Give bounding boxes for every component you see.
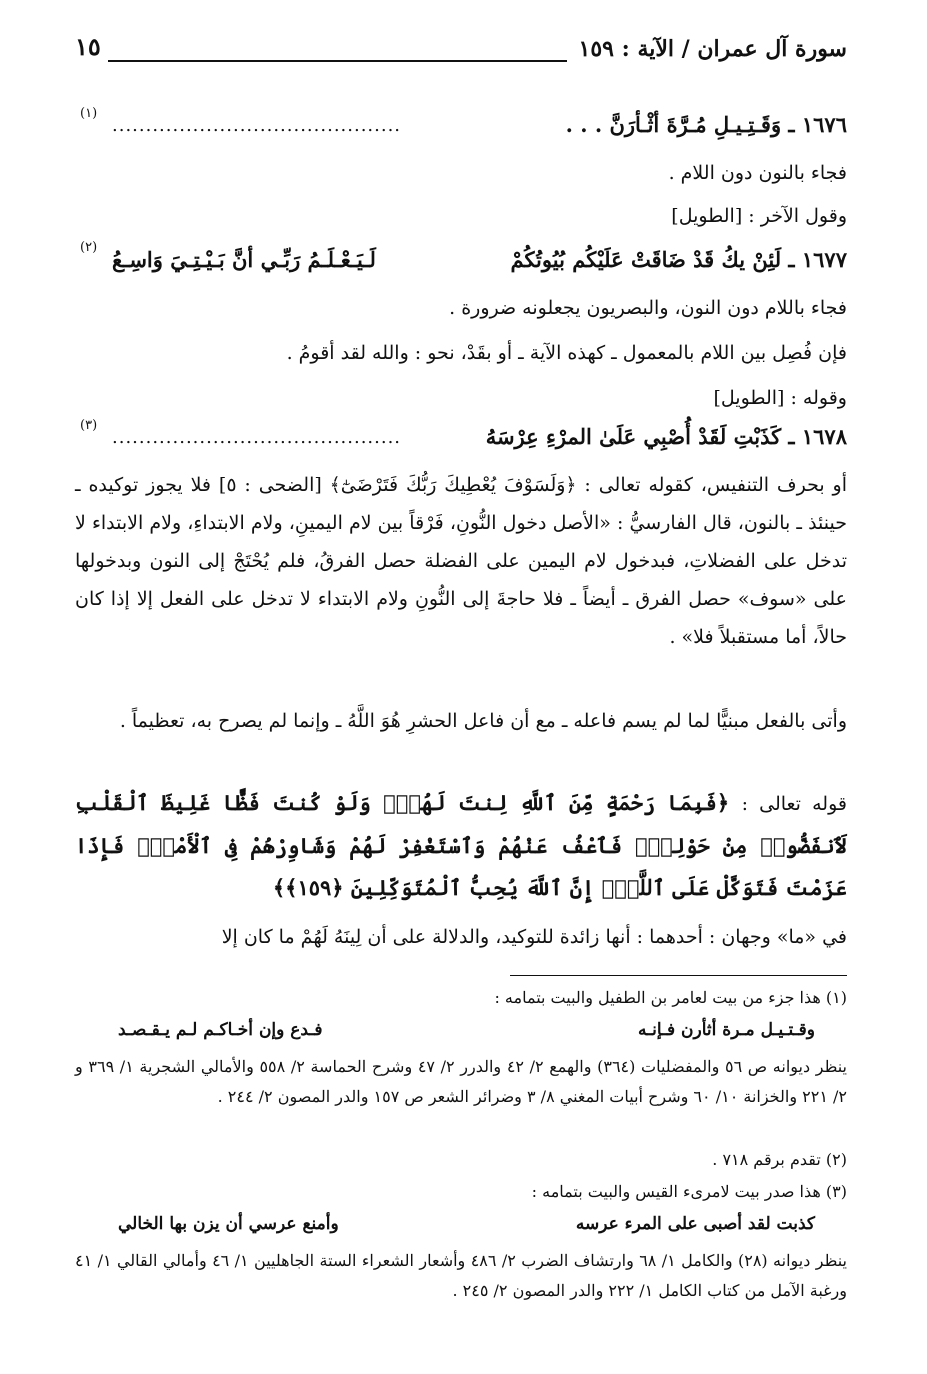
line-lam-without-nun: فجاء باللام دون النون، والبصريون يجعلونه ضرورة . xyxy=(449,297,847,319)
footnote-1-references: ينظر ديوانه ص ٥٦ والمفضليات (٣٦٤) والهمع ٢/ ٤٢ والدرر ٢/ ٤٧ وشرح الحماسة ٢/ ٥٥٨ والأمالي الشجرية ١/ ٣٦٩ و ٢/ ٢٢١ والخزانة ١٠/ ٦٠ وشرح أبيات المغني ٨/ ٣ وضرائر الشعر ص ١٥٧ والدر المصون ٢/ ٢٤٤ . xyxy=(75,1057,847,1106)
verse-1678: ١٦٧٨ ـ كَذَبْتِ لَقَدْ أُصْبِي عَلَىٰ المرْءِ عِرْسَهُ xyxy=(485,424,847,449)
footnote-ref-3: (٣) xyxy=(80,418,98,433)
quran-verse-text: ﴿فَبِمَا رَحْمَةٍ مِّنَ ٱللَّهِ لِنتَ لَهُمْۖ وَلَوْ كُنتَ فَظًّا غَلِيظَ ٱلْقَلْبِ لَٱنفَضُّوا۟ مِنْ حَوْلِكَۖ فَٱعْفُ عَنْهُمْ وَٱسْتَغْفِرْ لَهُمْ وَشَاوِرْهُمْ فِى ٱلْأَمْرِۖ فَإِذَا عَزَمْتَ فَتَوَكَّلْ عَلَى ٱللَّهِۚ إِنَّ ٱللَّهَ يُحِبُّ ٱلْمُتَوَكِّلِينَ ﴿١٥٩﴾﴾ xyxy=(75,790,847,900)
footnote-separator xyxy=(510,975,847,976)
line-separation-rule: فإن فُصِل بين اللام بالمعمول ـ كهذه الآية ـ أو بقَدْ، نحو : والله لقد أقومُ . xyxy=(286,342,847,364)
footnote-3-intro: (٣) هذا صدر بيت لامرىء القيس والبيت بتمامه : xyxy=(531,1182,847,1201)
footnote-3-verse-first: كذبت لقد أصبى على المرء عرسه xyxy=(575,1214,815,1234)
verse-1676: ١٦٧٦ ـ وَقَـتِـيـلِ مُـرَّةَ أثْـأرَنَّ . . . xyxy=(565,112,847,137)
paragraph-ma-two-aspects: في «ما» وجهان : أحدهما : أنها زائدة للتوكيد، والدلالة على أن لِينَهُ لَهُمْ ما كان إلا xyxy=(221,926,847,948)
paragraph-tanfis: أو بحرف التنفيس، كقوله تعالى : ﴿وَلَسَوْفَ يُعْطِيكَ رَبُّكَ فَتَرْضَىٰٓ﴾ [الضحى : ٥] فلا يجوز توكيده ـ حينئذ ـ بالنون، قال الفارسيُّ : «الأصل دخول النُّونِ، فَرْقاً بين لام اليمينِ، ولام الابتداءِ، ولام الابتداء لا تدخل على الفضلاتِ، فبدخول لام اليمين على الفضلة حصل الفرقُ، فلم يُحْتَجْ إلى النون وبدخولها على «سوف» حصل الفرق ـ أيضاً ـ فلا حاجةَ إلى النُّونِ ولام الابتداء لا تدخل على الفعل إلا إذا كان حالاً، أما مستقبلاً فلا» . xyxy=(75,474,847,648)
line-another-poet: وقول الآخر : [الطويل] xyxy=(671,205,847,227)
quran-intro: قوله تعالى : xyxy=(741,793,847,815)
running-header-title: سورة آل عمران / الآية : ١٥٩ xyxy=(578,36,847,62)
paragraph-passive-verb: وأتى بالفعل مبنيًّا لما لم يسم فاعله ـ مع أن فاعل الحشرِ هُوَ اللَّهُ ـ وإنما لم يصرح به، تعظيماً . xyxy=(119,710,847,732)
footnote-3-verse-second: وأمنع عرسي أن يزن بها الخالي xyxy=(118,1214,339,1234)
footnote-1-verse-second: فـدع وإن أخـاكـم لـم يـقـصـد xyxy=(118,1020,323,1040)
verse-1678-ellipsis: ........................................... xyxy=(112,427,402,448)
footnote-3-references: ينظر ديوانه (٢٨) والكامل ١/ ٦٨ وارتشاف الضرب ٢/ ٤٨٦ وأشعار الشعراء الستة الجاهليين ١/ ٤٦ وأمالي القالي ١/ ٤١ ورغبة الآمل من كتاب الكامل ١/ ٢٢٢ والدر المصون ٢/ ٢٤٥ . xyxy=(75,1251,847,1300)
verse-1676-ellipsis: ........................................... xyxy=(112,115,402,136)
header-rule xyxy=(108,60,567,62)
quran-verse-block xyxy=(75,782,847,909)
footnote-1-intro: (١) هذا جزء من بيت لعامر بن الطفيل والبيت بتمامه : xyxy=(494,988,847,1007)
line-nun-without-lam: فجاء بالنون دون اللام . xyxy=(668,162,847,184)
verse-1677-first-hemistich: ١٦٧٧ ـ لَئِنْ يكُ قَدْ ضَاقَتْ عَلَيْكُم بُيُوتُكُمْ xyxy=(510,247,847,272)
footnote-ref-1: (١) xyxy=(80,106,98,121)
footnote-1-verse-first: وقـتـيـل مـرة أثأرن فـإنـه xyxy=(638,1020,815,1040)
page-number: ١٥ xyxy=(75,32,101,61)
footnote-ref-2: (٢) xyxy=(80,240,98,255)
footnote-2: (٢) تقدم برقم ٧١٨ . xyxy=(712,1150,847,1169)
verse-1677-second-hemistich: لَـيَـعْـلَـمُ رَبِّـي أنَّ بَـيْـتِـيَ وَاسِـعُ xyxy=(112,247,376,272)
line-his-saying: وقوله : [الطويل] xyxy=(713,387,847,409)
